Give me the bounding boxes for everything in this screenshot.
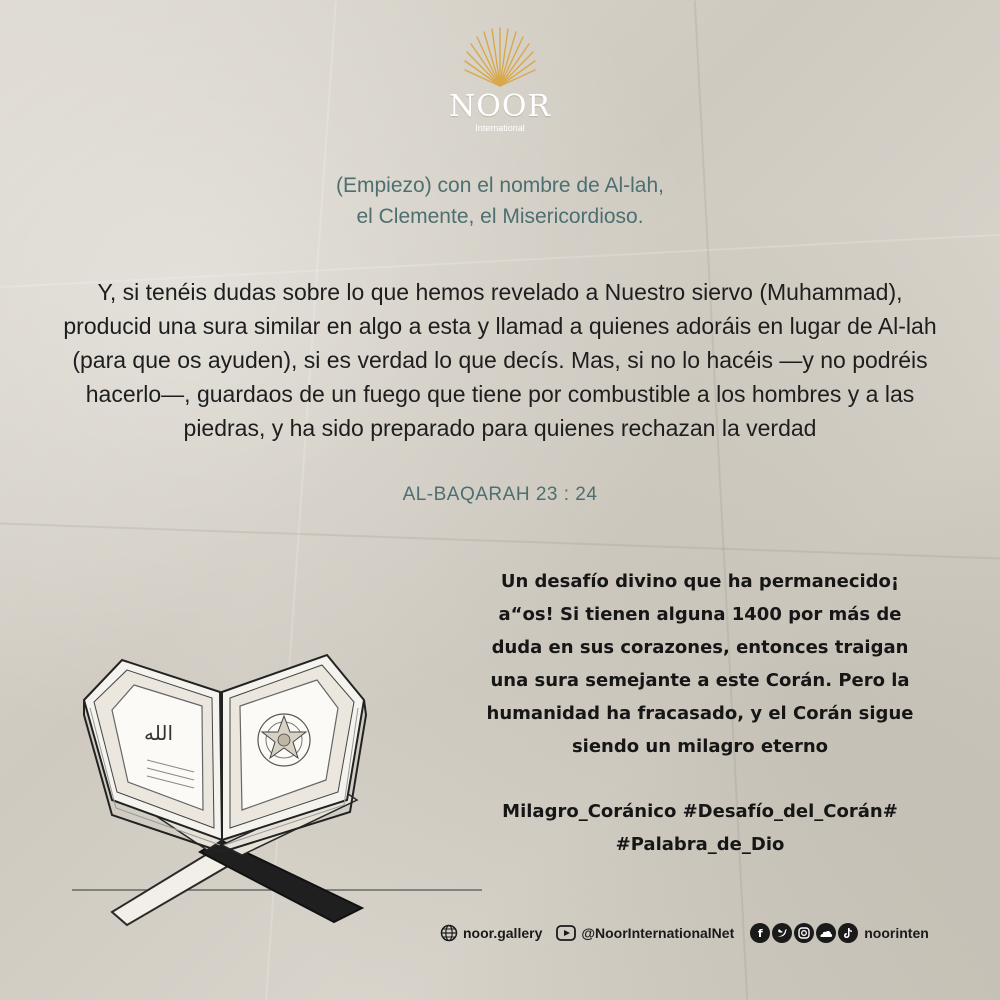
hashtag-line: #Palabra_de_Dio: [615, 834, 785, 855]
sun-rays-icon: [462, 22, 538, 90]
challenge-line: una sura semejante a este Corán. Pero la: [490, 670, 910, 691]
challenge-line: humanidad ha fracasado, y el Corán sigue: [486, 703, 914, 724]
brand-name: NOOR: [448, 89, 552, 124]
verse-text: Y, si tenéis dudas sobre lo que hemos revelado a Nuestro siervo (Muhammad), producid una sura similar en algo a esta y llamad a quienes adoráis en lugar de Al-lah (para que os ayuden), si es verdad lo que decís. Mas, si no lo hacéis —y no podréis hacerlo—, guardaos de un fuego que tiene por combustible a los hombres y a las piedras, y ha sido preparado para quienes rechazan la verdad: [63, 279, 937, 441]
brand-logo: [440, 22, 560, 152]
youtube-handle: @NoorInternationalNet: [581, 925, 735, 941]
instagram-icon[interactable]: [794, 923, 814, 943]
challenge-line: Un desafío divino que ha permanecido¡: [500, 571, 900, 592]
tiktok-icon[interactable]: [838, 923, 858, 943]
hashtags: [430, 795, 970, 861]
basmala-line-1: (Empiezo) con el nombre de Al-lah,: [336, 174, 664, 197]
youtube-link[interactable]: [556, 924, 734, 942]
challenge-line: duda en sus corazones, entonces traigan: [491, 637, 909, 658]
basmala-line-2: el Clemente, el Misericordioso.: [356, 205, 644, 228]
rosette-ornament-icon: [258, 714, 310, 766]
soundcloud-icon[interactable]: [816, 923, 836, 943]
youtube-icon: [556, 924, 576, 942]
social-handle[interactable]: noorinten: [864, 925, 929, 941]
social-icons: [750, 923, 858, 943]
challenge-text: [430, 565, 970, 763]
twitter-icon[interactable]: [772, 923, 792, 943]
challenge-line: siendo un milagro eterno: [571, 736, 829, 757]
challenge-line: a“os! Si tienen alguna 1400 por más de: [498, 604, 902, 625]
hashtag-line: Milagro_Coránico #Desafío_del_Corán#: [502, 801, 898, 822]
basmala: [150, 170, 850, 232]
quran-on-stand-illustration: [72, 640, 492, 930]
calligraphy-text: الله: [144, 721, 173, 745]
facebook-icon[interactable]: f: [750, 923, 770, 943]
globe-icon: [440, 924, 458, 942]
brand-subtitle: International: [475, 123, 525, 133]
website-label: noor.gallery: [463, 925, 543, 941]
verse-reference: AL-BAQARAH 23 : 24: [402, 484, 598, 505]
website-link[interactable]: [440, 924, 542, 942]
footer-bar: [440, 920, 985, 946]
